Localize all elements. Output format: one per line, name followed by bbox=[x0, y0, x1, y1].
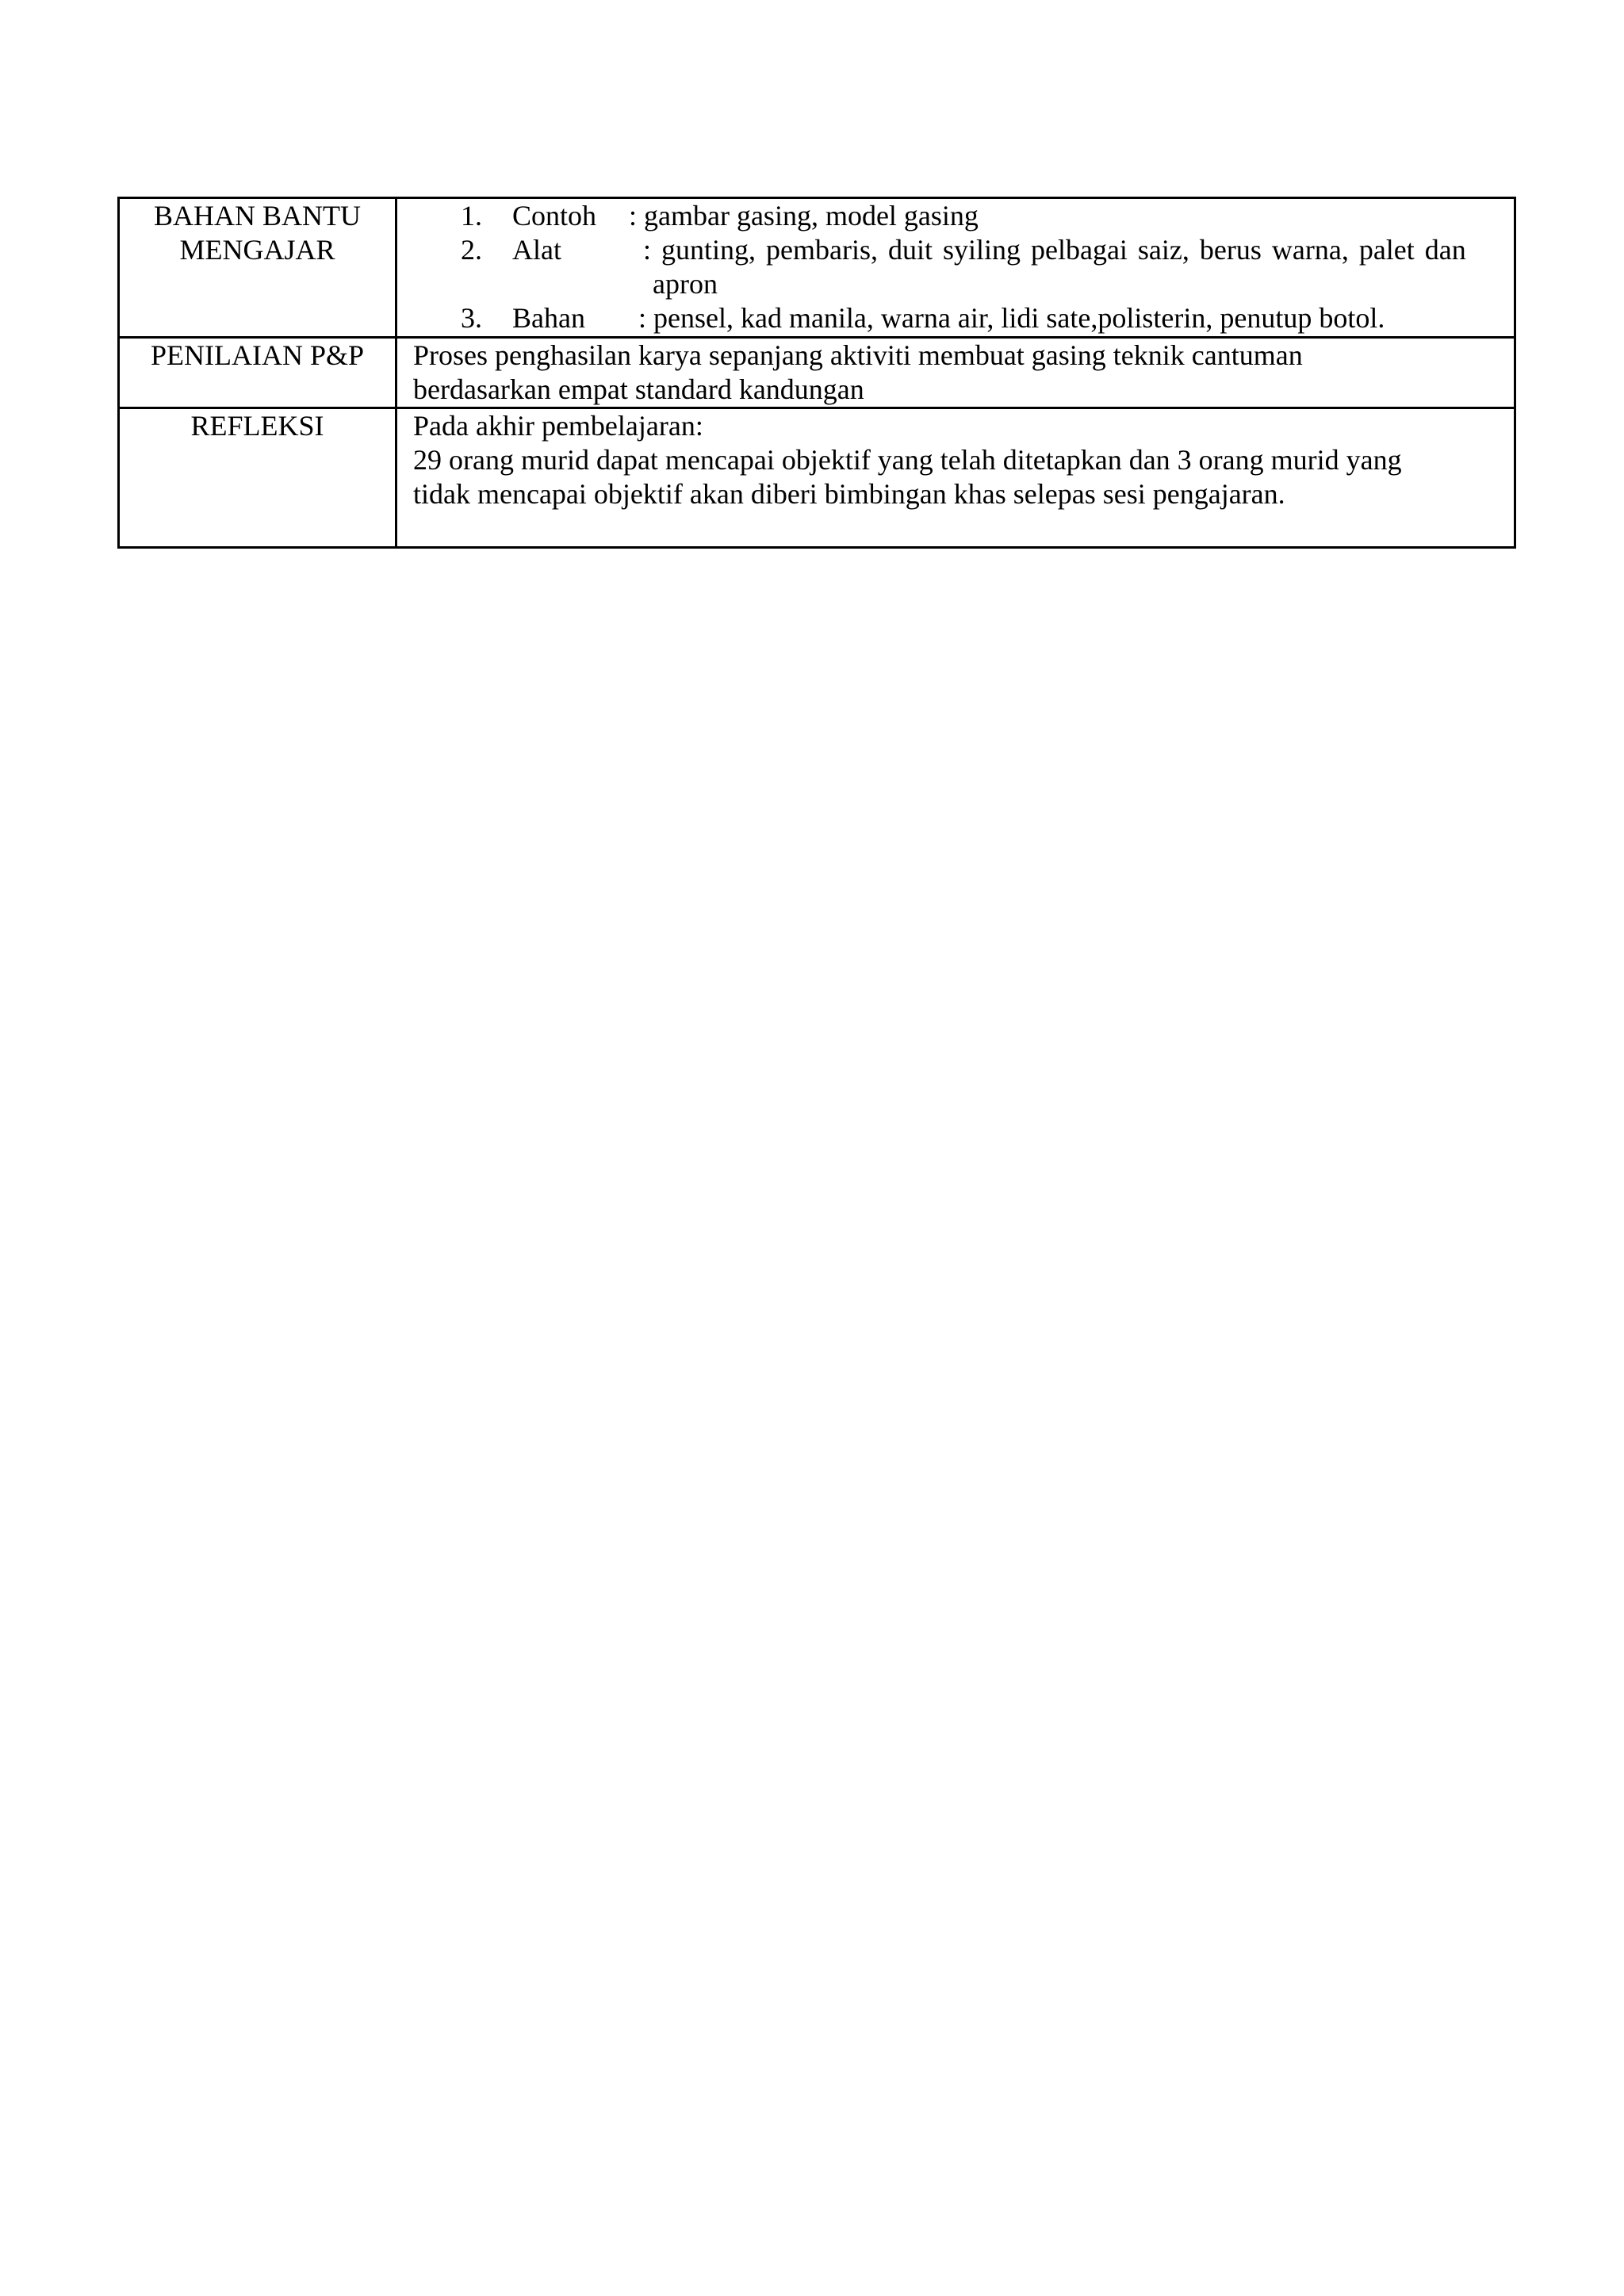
row-bahan-bantu bbox=[119, 198, 1515, 338]
penilaian-line-1: Proses penghasilan karya sepanjang aktiviti membuat gasing teknik cantuman bbox=[413, 339, 1303, 371]
label-bahan-bantu bbox=[119, 198, 396, 338]
list-item-desc-cont: apron bbox=[653, 268, 718, 300]
list-item-bahan bbox=[413, 301, 1514, 335]
label-refleksi-text: REFLEKSI bbox=[190, 410, 324, 442]
list-item-desc: : gunting, pembaris, duit syiling pelbagai saiz, berus warna, palet dan bbox=[643, 234, 1466, 266]
refleksi-line-1: Pada akhir pembelajaran: bbox=[413, 410, 703, 442]
penilaian-line-2: berdasarkan empat standard kandungan bbox=[413, 373, 864, 405]
label-bahan-bantu-line2: MENGAJAR bbox=[179, 234, 335, 266]
label-penilaian-text: PENILAIAN P&P bbox=[150, 339, 364, 371]
list-item-alat bbox=[413, 233, 1514, 267]
label-refleksi bbox=[119, 408, 396, 548]
list-item-contoh bbox=[413, 199, 1514, 233]
list-item-alat-continuation bbox=[413, 267, 1514, 301]
content-bahan-bantu bbox=[396, 198, 1515, 338]
row-refleksi bbox=[119, 408, 1515, 548]
content-refleksi bbox=[396, 408, 1515, 548]
list-item-desc: : gambar gasing, model gasing bbox=[629, 200, 979, 232]
lesson-plan-table bbox=[117, 197, 1516, 549]
label-bahan-bantu-line1: BAHAN BANTU bbox=[154, 200, 361, 232]
refleksi-line-3: tidak mencapai objektif akan diberi bimbingan khas selepas sesi pengajaran. bbox=[413, 478, 1285, 510]
list-number: 1. bbox=[461, 200, 482, 232]
list-number: 3. bbox=[461, 302, 482, 334]
list-item-desc: : pensel, kad manila, warna air, lidi sate,polisterin, penutup botol. bbox=[638, 302, 1385, 334]
list-item-name: Bahan bbox=[512, 302, 585, 334]
list-item-name: Contoh bbox=[512, 200, 597, 232]
refleksi-line-2: 29 orang murid dapat mencapai objektif yang telah ditetapkan dan 3 orang murid yang bbox=[413, 444, 1402, 476]
content-penilaian bbox=[396, 338, 1515, 408]
list-item-name: Alat bbox=[512, 234, 561, 266]
label-penilaian bbox=[119, 338, 396, 408]
list-number: 2. bbox=[461, 234, 482, 266]
row-penilaian bbox=[119, 338, 1515, 408]
